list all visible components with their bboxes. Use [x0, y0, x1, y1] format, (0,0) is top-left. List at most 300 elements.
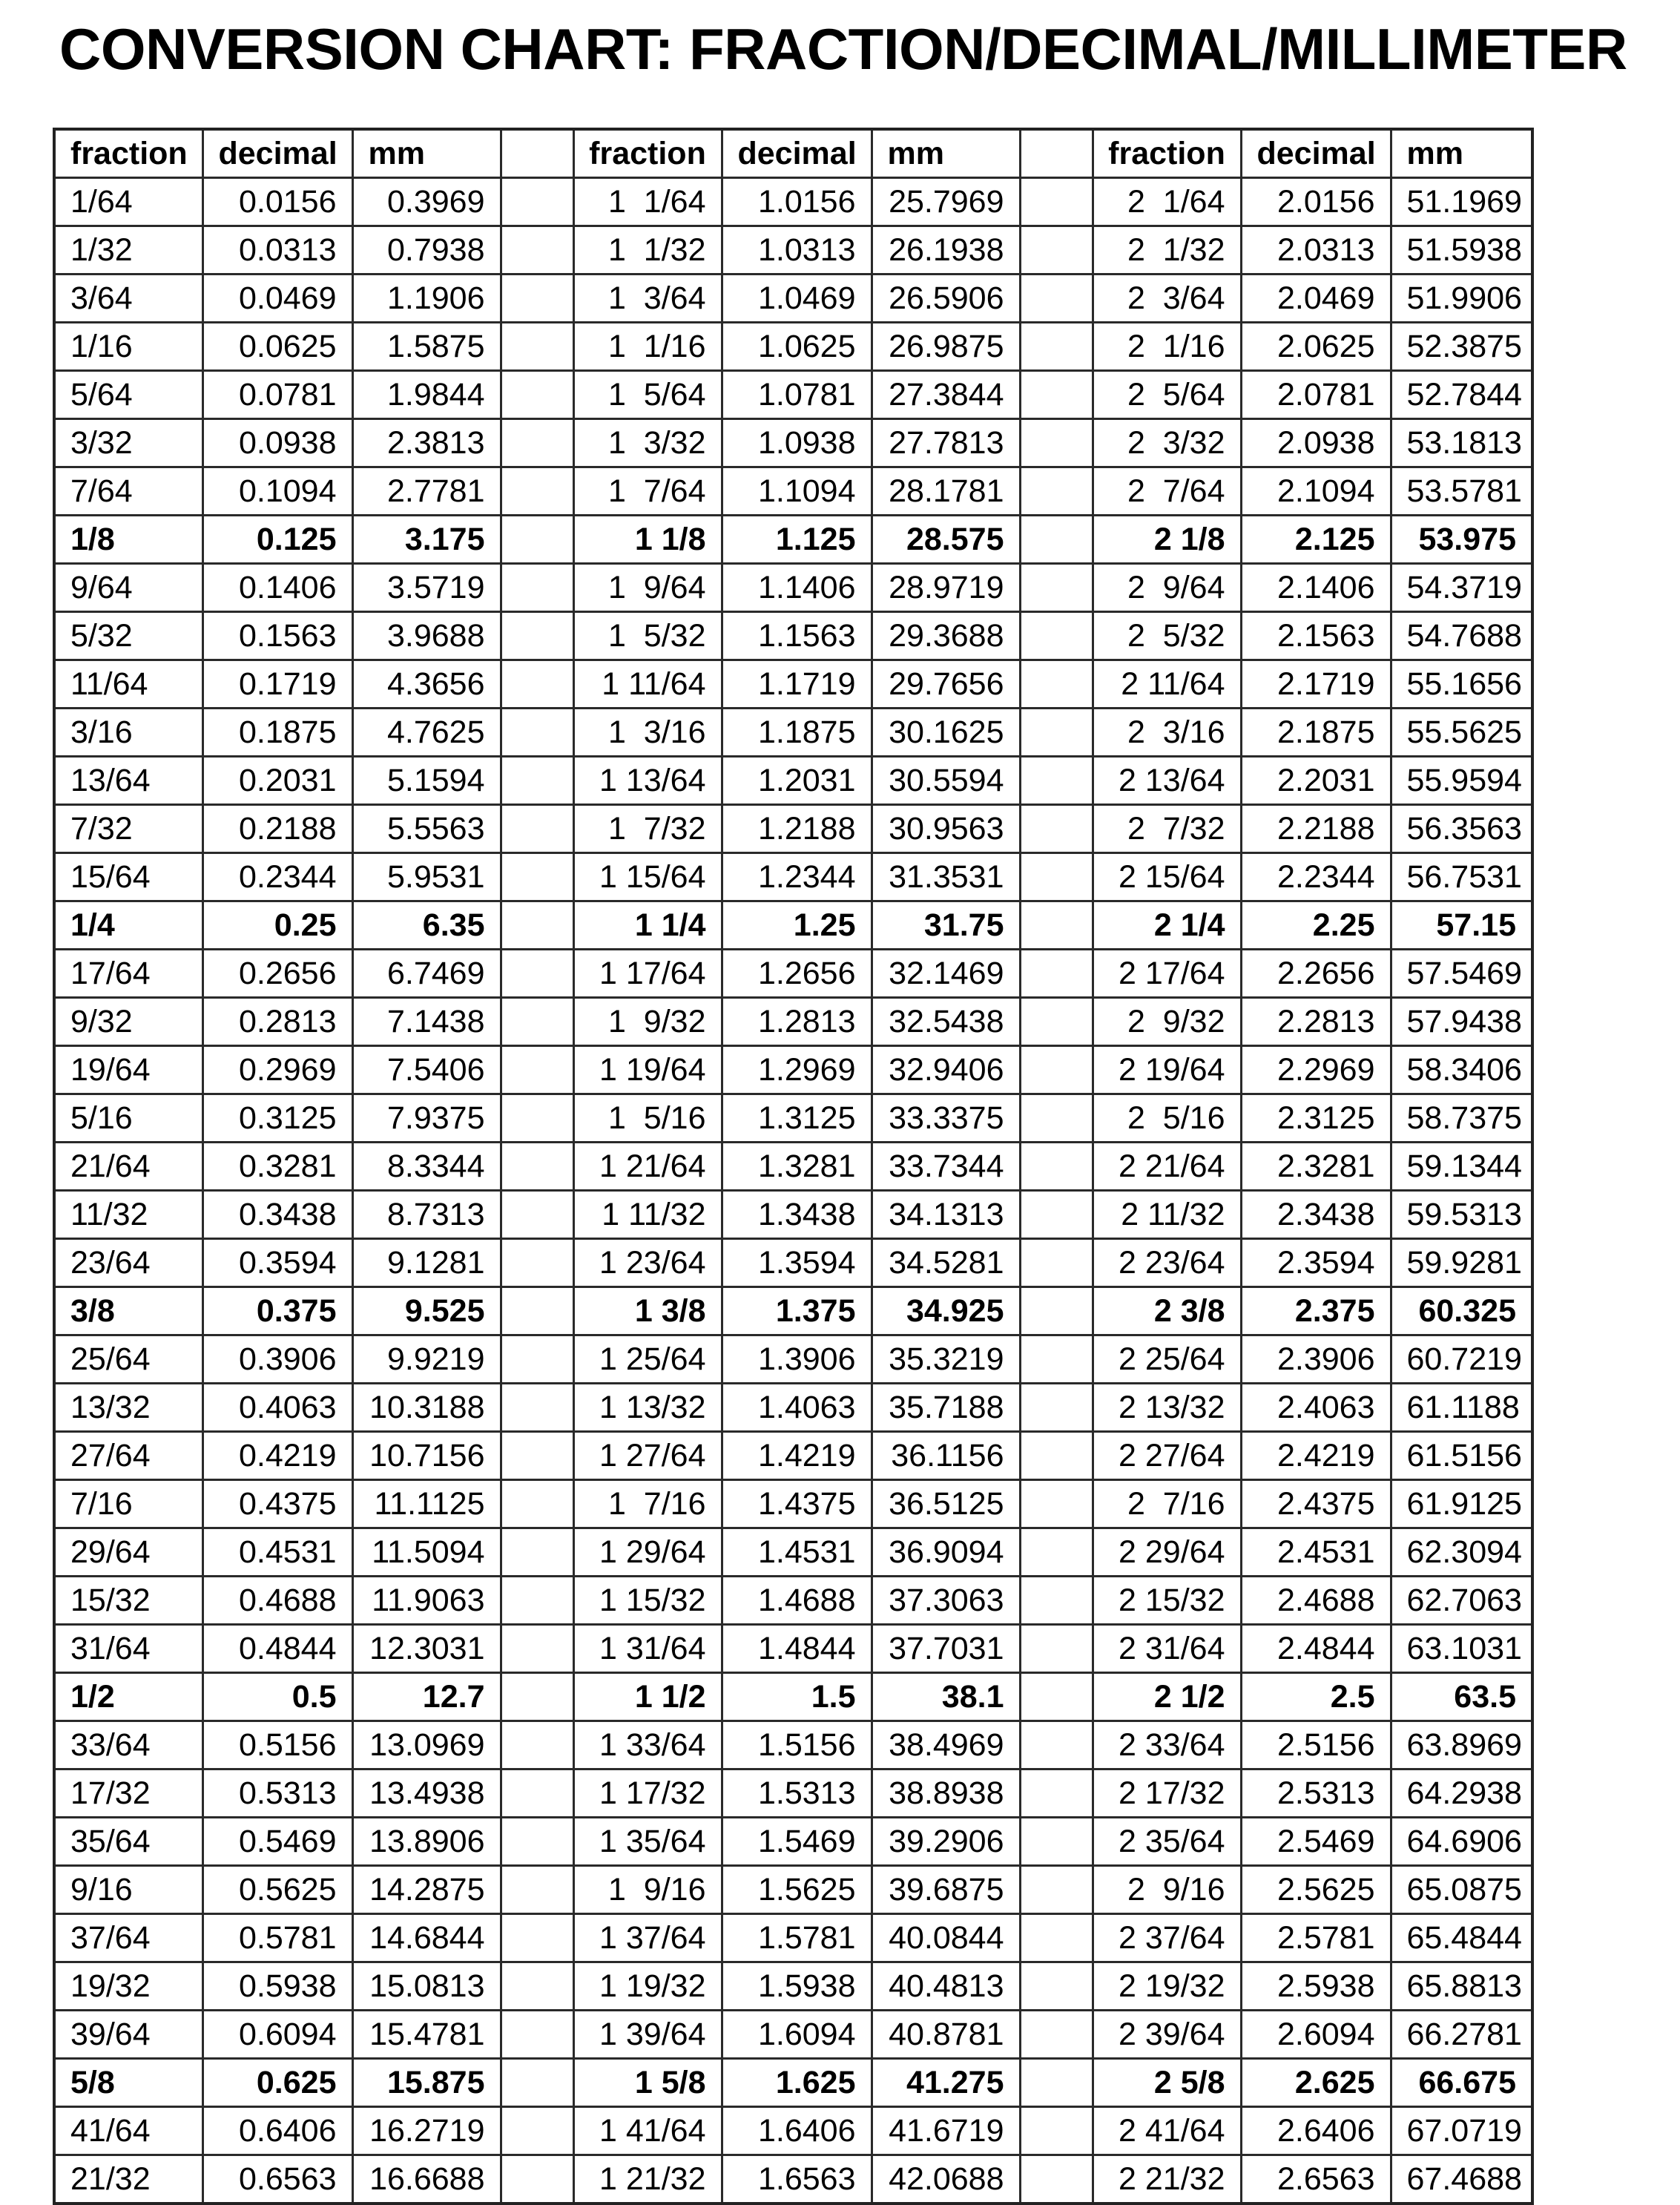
mm-cell: 38.4969 — [872, 1721, 1020, 1769]
mm-cell: 53.1813 — [1391, 419, 1532, 467]
fraction-cell: 1 7/32 — [573, 805, 722, 853]
fraction-cell: 1 11/64 — [573, 660, 722, 709]
mm-cell: 54.7688 — [1391, 612, 1532, 660]
table-row — [54, 1191, 1532, 1239]
decimal-cell: 1.0156 — [722, 178, 872, 226]
fraction-cell: 9/16 — [54, 1866, 202, 1914]
decimal-cell: 0.2188 — [202, 805, 352, 853]
decimal-cell: 2.1719 — [1241, 660, 1391, 709]
mm-cell: 67.4688 — [1391, 2155, 1532, 2204]
mm-cell: 2.3813 — [352, 419, 501, 467]
decimal-cell: 0.5469 — [202, 1818, 352, 1866]
decimal-cell: 0.125 — [202, 516, 352, 564]
decimal-cell: 2.125 — [1241, 516, 1391, 564]
fraction-cell: 2 1/2 — [1093, 1673, 1241, 1721]
mm-cell: 26.5906 — [872, 275, 1020, 323]
fraction-cell: 41/64 — [54, 2107, 202, 2155]
mm-cell: 67.0719 — [1391, 2107, 1532, 2155]
mm-cell: 36.9094 — [872, 1528, 1020, 1577]
table-row — [54, 2107, 1532, 2155]
decimal-cell: 2.5781 — [1241, 1914, 1391, 1962]
fraction-cell: 1/32 — [54, 226, 202, 275]
decimal-cell: 1.4688 — [722, 1577, 872, 1625]
mm-cell: 4.7625 — [352, 709, 501, 757]
fraction-cell: 1 1/64 — [573, 178, 722, 226]
mm-cell: 63.5 — [1391, 1673, 1532, 1721]
decimal-cell: 0.0156 — [202, 178, 352, 226]
decimal-cell: 0.2031 — [202, 757, 352, 805]
fraction-cell: 2 5/64 — [1093, 371, 1241, 419]
mm-cell: 12.7 — [352, 1673, 501, 1721]
column-gap — [501, 1962, 573, 2011]
fraction-cell: 2 15/32 — [1093, 1577, 1241, 1625]
column-gap — [501, 129, 573, 178]
table-row — [54, 901, 1532, 950]
fraction-cell: 1 19/32 — [573, 1962, 722, 2011]
table-row — [54, 660, 1532, 709]
fraction-cell: 35/64 — [54, 1818, 202, 1866]
mm-cell: 28.9719 — [872, 564, 1020, 612]
mm-cell: 56.7531 — [1391, 853, 1532, 901]
decimal-cell: 2.1406 — [1241, 564, 1391, 612]
mm-cell: 37.3063 — [872, 1577, 1020, 1625]
mm-cell: 5.1594 — [352, 757, 501, 805]
column-gap — [1020, 371, 1093, 419]
mm-cell: 40.0844 — [872, 1914, 1020, 1962]
mm-cell: 42.0688 — [872, 2155, 1020, 2204]
mm-cell: 1.9844 — [352, 371, 501, 419]
table-row — [54, 371, 1532, 419]
fraction-cell: 3/32 — [54, 419, 202, 467]
column-gap — [501, 516, 573, 564]
mm-cell: 53.5781 — [1391, 467, 1532, 516]
decimal-cell: 2.3281 — [1241, 1143, 1391, 1191]
column-gap — [1020, 757, 1093, 805]
table-body — [54, 178, 1532, 2204]
decimal-cell: 1.3594 — [722, 1239, 872, 1287]
column-gap — [501, 1480, 573, 1528]
fraction-cell: 1/16 — [54, 323, 202, 371]
fraction-cell: 1 5/16 — [573, 1094, 722, 1143]
fraction-cell: 1 7/16 — [573, 1480, 722, 1528]
mm-cell: 7.9375 — [352, 1094, 501, 1143]
fraction-cell: 2 11/32 — [1093, 1191, 1241, 1239]
table-row — [54, 709, 1532, 757]
decimal-cell: 0.4844 — [202, 1625, 352, 1673]
decimal-cell: 2.2344 — [1241, 853, 1391, 901]
column-gap — [1020, 1432, 1093, 1480]
table-row — [54, 1528, 1532, 1577]
mm-cell: 6.35 — [352, 901, 501, 950]
page-title: CONVERSION CHART: FRACTION/DECIMAL/MILLIMETER — [59, 16, 1627, 82]
conversion-table — [53, 128, 1534, 2205]
column-gap — [501, 1721, 573, 1769]
decimal-cell: 2.0938 — [1241, 419, 1391, 467]
fraction-cell: 5/32 — [54, 612, 202, 660]
fraction-cell: 23/64 — [54, 1239, 202, 1287]
mm-cell: 65.4844 — [1391, 1914, 1532, 1962]
column-gap — [1020, 516, 1093, 564]
mm-cell: 53.975 — [1391, 516, 1532, 564]
column-gap — [1020, 805, 1093, 853]
fraction-cell: 1/4 — [54, 901, 202, 950]
decimal-cell: 2.625 — [1241, 2059, 1391, 2107]
fraction-cell: 2 35/64 — [1093, 1818, 1241, 1866]
fraction-cell: 2 3/64 — [1093, 275, 1241, 323]
decimal-cell: 0.2969 — [202, 1046, 352, 1094]
fraction-cell: 1 21/32 — [573, 2155, 722, 2204]
decimal-cell: 1.4375 — [722, 1480, 872, 1528]
column-gap — [1020, 1287, 1093, 1335]
decimal-cell: 2.1094 — [1241, 467, 1391, 516]
mm-cell: 13.4938 — [352, 1769, 501, 1818]
fraction-cell: 11/64 — [54, 660, 202, 709]
column-gap — [1020, 1769, 1093, 1818]
decimal-cell: 1.2813 — [722, 998, 872, 1046]
column-gap — [501, 1577, 573, 1625]
table-row — [54, 950, 1532, 998]
mm-cell: 66.675 — [1391, 2059, 1532, 2107]
mm-cell: 55.9594 — [1391, 757, 1532, 805]
table-row — [54, 323, 1532, 371]
mm-cell: 35.3219 — [872, 1335, 1020, 1384]
column-gap — [501, 998, 573, 1046]
fraction-cell: 15/32 — [54, 1577, 202, 1625]
fraction-cell: 17/32 — [54, 1769, 202, 1818]
fraction-cell: 2 17/32 — [1093, 1769, 1241, 1818]
fraction-cell: 1 3/64 — [573, 275, 722, 323]
column-header-decimal: decimal — [1241, 129, 1391, 178]
column-gap — [1020, 1528, 1093, 1577]
fraction-cell: 1 17/64 — [573, 950, 722, 998]
mm-cell: 57.5469 — [1391, 950, 1532, 998]
column-gap — [501, 1335, 573, 1384]
fraction-cell: 9/64 — [54, 564, 202, 612]
fraction-cell: 2 1/64 — [1093, 178, 1241, 226]
table-row — [54, 1432, 1532, 1480]
decimal-cell: 0.6094 — [202, 2011, 352, 2059]
column-gap — [1020, 323, 1093, 371]
mm-cell: 65.0875 — [1391, 1866, 1532, 1914]
mm-cell: 32.5438 — [872, 998, 1020, 1046]
column-gap — [501, 1191, 573, 1239]
mm-cell: 41.275 — [872, 2059, 1020, 2107]
decimal-cell: 2.5625 — [1241, 1866, 1391, 1914]
mm-cell: 30.9563 — [872, 805, 1020, 853]
mm-cell: 9.9219 — [352, 1335, 501, 1384]
decimal-cell: 2.2656 — [1241, 950, 1391, 998]
mm-cell: 6.7469 — [352, 950, 501, 998]
decimal-cell: 0.4531 — [202, 1528, 352, 1577]
decimal-cell: 2.4219 — [1241, 1432, 1391, 1480]
decimal-cell: 0.1875 — [202, 709, 352, 757]
mm-cell: 9.1281 — [352, 1239, 501, 1287]
mm-cell: 11.9063 — [352, 1577, 501, 1625]
column-gap — [501, 1432, 573, 1480]
table-row — [54, 805, 1532, 853]
decimal-cell: 1.1563 — [722, 612, 872, 660]
fraction-cell: 2 1/4 — [1093, 901, 1241, 950]
column-gap — [1020, 1721, 1093, 1769]
fraction-cell: 1 11/32 — [573, 1191, 722, 1239]
decimal-cell: 0.3906 — [202, 1335, 352, 1384]
mm-cell: 34.5281 — [872, 1239, 1020, 1287]
mm-cell: 13.0969 — [352, 1721, 501, 1769]
decimal-cell: 2.25 — [1241, 901, 1391, 950]
fraction-cell: 15/64 — [54, 853, 202, 901]
mm-cell: 30.1625 — [872, 709, 1020, 757]
column-gap — [1020, 2059, 1093, 2107]
table-row — [54, 2059, 1532, 2107]
decimal-cell: 0.4688 — [202, 1577, 352, 1625]
column-gap — [1020, 853, 1093, 901]
mm-cell: 59.9281 — [1391, 1239, 1532, 1287]
column-gap — [501, 757, 573, 805]
column-gap — [501, 1384, 573, 1432]
fraction-cell: 9/32 — [54, 998, 202, 1046]
fraction-cell: 1 31/64 — [573, 1625, 722, 1673]
fraction-cell: 1 15/64 — [573, 853, 722, 901]
table-row — [54, 178, 1532, 226]
mm-cell: 32.1469 — [872, 950, 1020, 998]
fraction-cell: 2 3/16 — [1093, 709, 1241, 757]
column-gap — [1020, 129, 1093, 178]
column-gap — [501, 1143, 573, 1191]
mm-cell: 55.5625 — [1391, 709, 1532, 757]
mm-cell: 60.325 — [1391, 1287, 1532, 1335]
fraction-cell: 1 23/64 — [573, 1239, 722, 1287]
table-row — [54, 1239, 1532, 1287]
mm-cell: 2.7781 — [352, 467, 501, 516]
decimal-cell: 0.375 — [202, 1287, 352, 1335]
decimal-cell: 2.3906 — [1241, 1335, 1391, 1384]
fraction-cell: 2 39/64 — [1093, 2011, 1241, 2059]
fraction-cell: 1 1/32 — [573, 226, 722, 275]
table-row — [54, 419, 1532, 467]
fraction-cell: 1 29/64 — [573, 1528, 722, 1577]
decimal-cell: 1.2344 — [722, 853, 872, 901]
column-gap — [1020, 1094, 1093, 1143]
mm-cell: 51.5938 — [1391, 226, 1532, 275]
fraction-cell: 2 19/32 — [1093, 1962, 1241, 2011]
column-gap — [1020, 1866, 1093, 1914]
mm-cell: 27.3844 — [872, 371, 1020, 419]
decimal-cell: 1.625 — [722, 2059, 872, 2107]
decimal-cell: 2.5938 — [1241, 1962, 1391, 2011]
mm-cell: 15.875 — [352, 2059, 501, 2107]
fraction-cell: 2 9/16 — [1093, 1866, 1241, 1914]
decimal-cell: 0.3125 — [202, 1094, 352, 1143]
decimal-cell: 0.1719 — [202, 660, 352, 709]
decimal-cell: 0.3281 — [202, 1143, 352, 1191]
column-gap — [501, 323, 573, 371]
table-row — [54, 757, 1532, 805]
fraction-cell: 1/64 — [54, 178, 202, 226]
decimal-cell: 0.3438 — [202, 1191, 352, 1239]
column-gap — [1020, 1673, 1093, 1721]
table-row — [54, 1769, 1532, 1818]
mm-cell: 7.1438 — [352, 998, 501, 1046]
column-gap — [501, 709, 573, 757]
mm-cell: 27.7813 — [872, 419, 1020, 467]
column-gap — [501, 1625, 573, 1673]
column-gap — [1020, 901, 1093, 950]
fraction-cell: 2 7/64 — [1093, 467, 1241, 516]
table-row — [54, 1287, 1532, 1335]
table-row — [54, 612, 1532, 660]
column-gap — [501, 275, 573, 323]
decimal-cell: 0.5 — [202, 1673, 352, 1721]
decimal-cell: 2.5156 — [1241, 1721, 1391, 1769]
decimal-cell: 1.0781 — [722, 371, 872, 419]
table-row — [54, 564, 1532, 612]
mm-cell: 30.5594 — [872, 757, 1020, 805]
fraction-cell: 37/64 — [54, 1914, 202, 1962]
table-row — [54, 2155, 1532, 2204]
column-gap — [501, 564, 573, 612]
fraction-cell: 1 5/64 — [573, 371, 722, 419]
column-gap — [501, 1914, 573, 1962]
fraction-cell: 1 5/32 — [573, 612, 722, 660]
decimal-cell: 1.375 — [722, 1287, 872, 1335]
decimal-cell: 0.4375 — [202, 1480, 352, 1528]
mm-cell: 57.9438 — [1391, 998, 1532, 1046]
decimal-cell: 2.6406 — [1241, 2107, 1391, 2155]
fraction-cell: 5/64 — [54, 371, 202, 419]
decimal-cell: 2.2969 — [1241, 1046, 1391, 1094]
fraction-cell: 3/8 — [54, 1287, 202, 1335]
decimal-cell: 2.0625 — [1241, 323, 1391, 371]
decimal-cell: 0.2344 — [202, 853, 352, 901]
mm-cell: 5.5563 — [352, 805, 501, 853]
decimal-cell: 2.1563 — [1241, 612, 1391, 660]
fraction-cell: 1 1/4 — [573, 901, 722, 950]
mm-cell: 10.7156 — [352, 1432, 501, 1480]
mm-cell: 39.6875 — [872, 1866, 1020, 1914]
column-gap — [1020, 419, 1093, 467]
table-row — [54, 1577, 1532, 1625]
fraction-cell: 2 31/64 — [1093, 1625, 1241, 1673]
fraction-cell: 1 41/64 — [573, 2107, 722, 2155]
table-row — [54, 1335, 1532, 1384]
table-row — [54, 226, 1532, 275]
mm-cell: 9.525 — [352, 1287, 501, 1335]
fraction-cell: 1 17/32 — [573, 1769, 722, 1818]
decimal-cell: 2.4375 — [1241, 1480, 1391, 1528]
fraction-cell: 13/32 — [54, 1384, 202, 1432]
decimal-cell: 1.25 — [722, 901, 872, 950]
mm-cell: 52.3875 — [1391, 323, 1532, 371]
fraction-cell: 2 5/32 — [1093, 612, 1241, 660]
fraction-cell: 2 19/64 — [1093, 1046, 1241, 1094]
column-gap — [1020, 1143, 1093, 1191]
mm-cell: 3.175 — [352, 516, 501, 564]
table-row — [54, 1818, 1532, 1866]
mm-cell: 63.1031 — [1391, 1625, 1532, 1673]
decimal-cell: 2.1875 — [1241, 709, 1391, 757]
column-gap — [501, 178, 573, 226]
fraction-cell: 11/32 — [54, 1191, 202, 1239]
mm-cell: 5.9531 — [352, 853, 501, 901]
fraction-cell: 2 1/8 — [1093, 516, 1241, 564]
decimal-cell: 2.4844 — [1241, 1625, 1391, 1673]
column-gap — [1020, 2107, 1093, 2155]
decimal-cell: 1.4531 — [722, 1528, 872, 1577]
decimal-cell: 0.0781 — [202, 371, 352, 419]
table-row — [54, 1046, 1532, 1094]
table-row — [54, 1914, 1532, 1962]
column-gap — [1020, 1384, 1093, 1432]
decimal-cell: 1.1875 — [722, 709, 872, 757]
fraction-cell: 2 37/64 — [1093, 1914, 1241, 1962]
fraction-cell: 27/64 — [54, 1432, 202, 1480]
mm-cell: 31.3531 — [872, 853, 1020, 901]
table-row — [54, 1721, 1532, 1769]
table-row — [54, 516, 1532, 564]
decimal-cell: 0.0625 — [202, 323, 352, 371]
fraction-cell: 7/16 — [54, 1480, 202, 1528]
fraction-cell: 19/64 — [54, 1046, 202, 1094]
column-gap — [1020, 1818, 1093, 1866]
mm-cell: 16.6688 — [352, 2155, 501, 2204]
mm-cell: 62.3094 — [1391, 1528, 1532, 1577]
fraction-cell: 1 21/64 — [573, 1143, 722, 1191]
column-gap — [501, 2155, 573, 2204]
decimal-cell: 1.6406 — [722, 2107, 872, 2155]
decimal-cell: 2.6094 — [1241, 2011, 1391, 2059]
mm-cell: 66.2781 — [1391, 2011, 1532, 2059]
fraction-cell: 1 1/16 — [573, 323, 722, 371]
table-row — [54, 2011, 1532, 2059]
fraction-cell: 3/64 — [54, 275, 202, 323]
column-gap — [1020, 1335, 1093, 1384]
column-gap — [501, 1818, 573, 1866]
fraction-cell: 1 13/64 — [573, 757, 722, 805]
fraction-cell: 1 9/32 — [573, 998, 722, 1046]
column-gap — [1020, 226, 1093, 275]
fraction-cell: 2 5/16 — [1093, 1094, 1241, 1143]
column-gap — [501, 2059, 573, 2107]
mm-cell: 16.2719 — [352, 2107, 501, 2155]
mm-cell: 58.3406 — [1391, 1046, 1532, 1094]
fraction-cell: 1 9/16 — [573, 1866, 722, 1914]
mm-cell: 54.3719 — [1391, 564, 1532, 612]
fraction-cell: 1 13/32 — [573, 1384, 722, 1432]
decimal-cell: 0.2656 — [202, 950, 352, 998]
decimal-cell: 1.2969 — [722, 1046, 872, 1094]
fraction-cell: 7/64 — [54, 467, 202, 516]
mm-cell: 58.7375 — [1391, 1094, 1532, 1143]
decimal-cell: 0.1406 — [202, 564, 352, 612]
column-gap — [1020, 1577, 1093, 1625]
decimal-cell: 2.4688 — [1241, 1577, 1391, 1625]
fraction-cell: 1 9/64 — [573, 564, 722, 612]
column-header-mm: mm — [352, 129, 501, 178]
decimal-cell: 2.375 — [1241, 1287, 1391, 1335]
decimal-cell: 0.0313 — [202, 226, 352, 275]
fraction-cell: 1 5/8 — [573, 2059, 722, 2107]
table-row — [54, 1480, 1532, 1528]
fraction-cell: 2 17/64 — [1093, 950, 1241, 998]
fraction-cell: 5/16 — [54, 1094, 202, 1143]
fraction-cell: 21/32 — [54, 2155, 202, 2204]
column-header-fraction: fraction — [54, 129, 202, 178]
column-gap — [501, 467, 573, 516]
mm-cell: 13.8906 — [352, 1818, 501, 1866]
decimal-cell: 0.6563 — [202, 2155, 352, 2204]
decimal-cell: 2.2031 — [1241, 757, 1391, 805]
mm-cell: 55.1656 — [1391, 660, 1532, 709]
